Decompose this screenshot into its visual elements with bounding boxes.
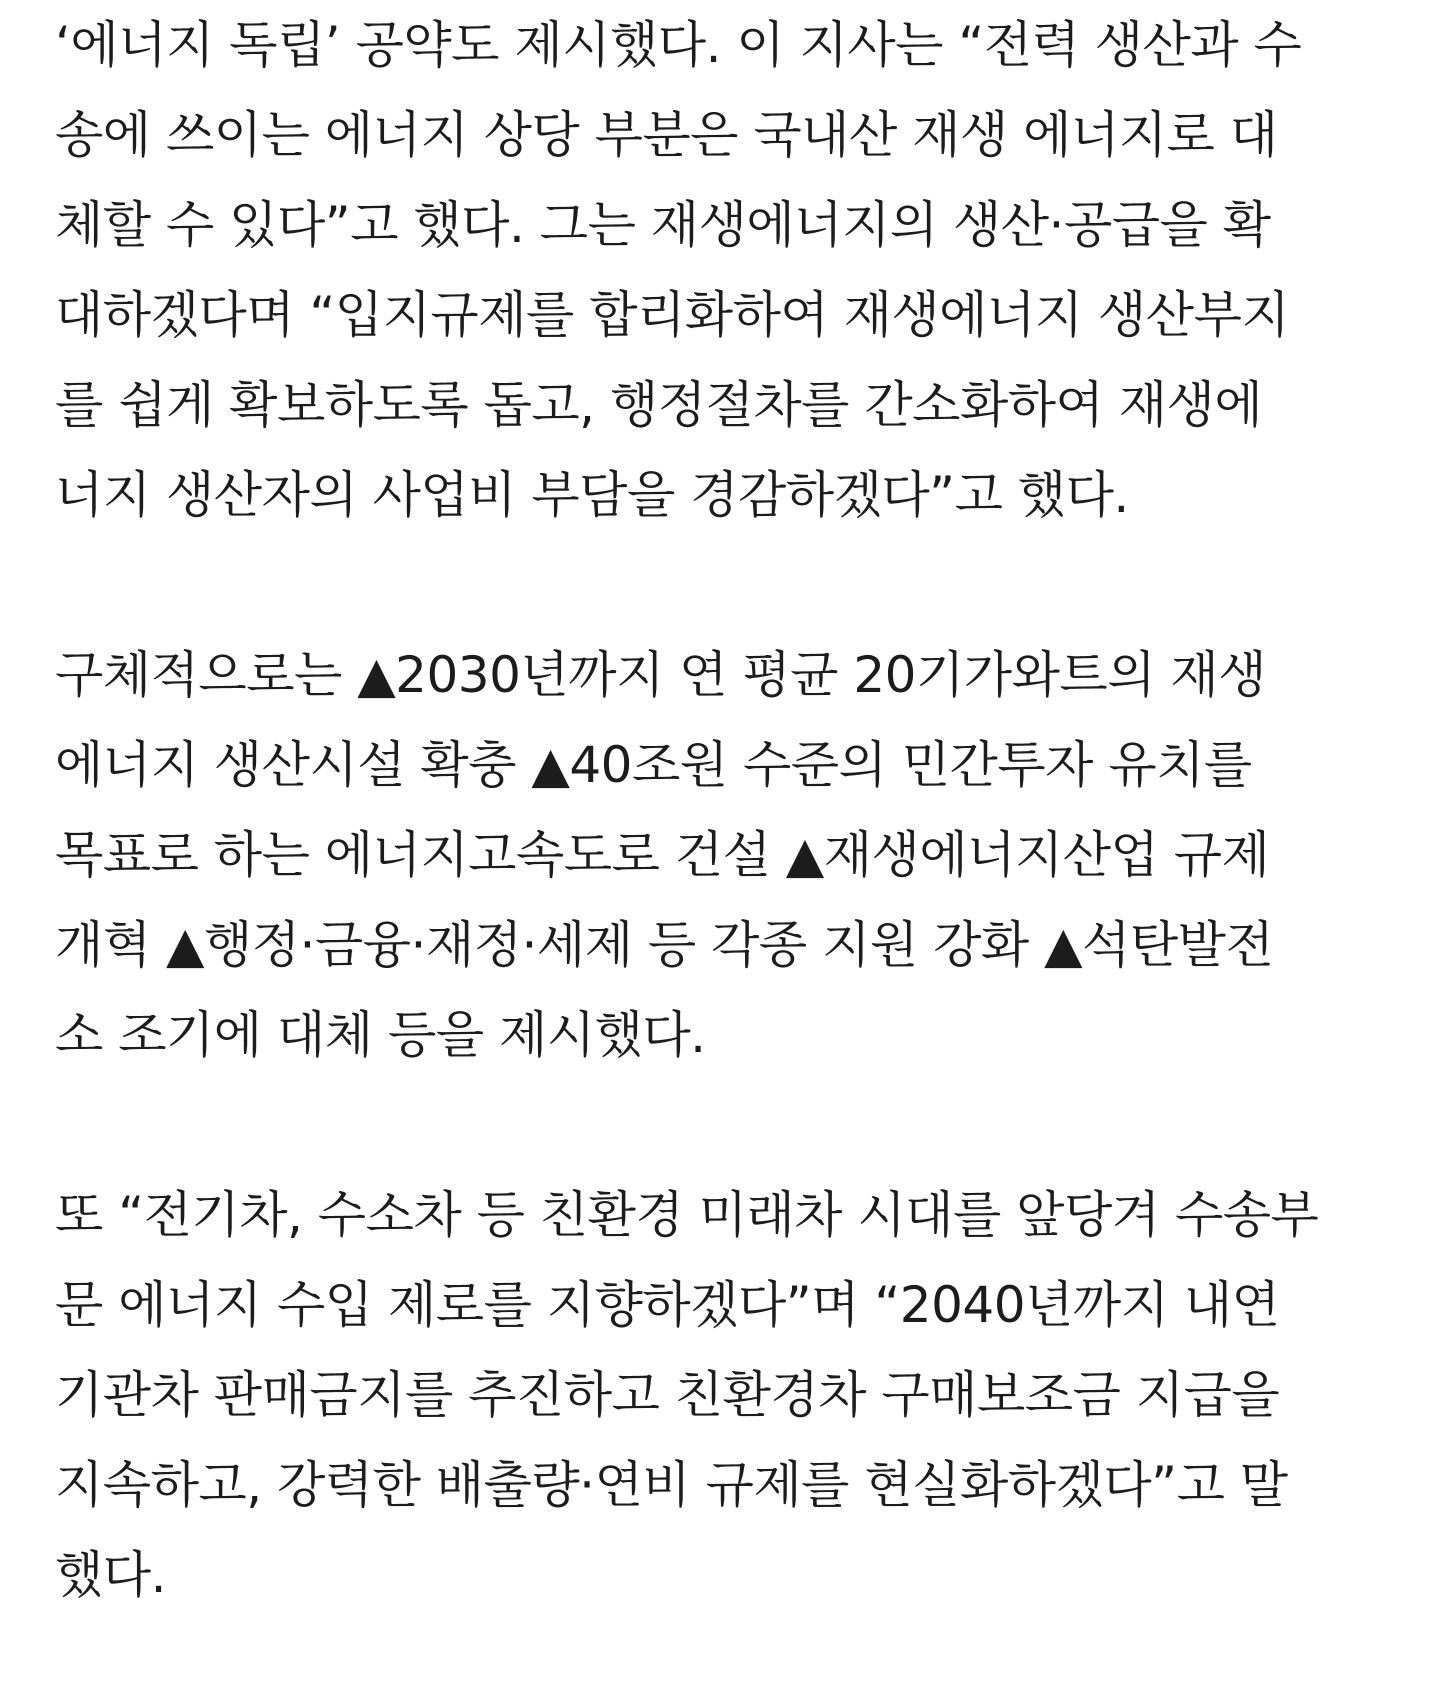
article-body xyxy=(55,0,1395,1620)
article-paragraph-3 xyxy=(55,1170,1395,1620)
text-line: 구체적으로는 ▲2030년까지 연 평균 20기가와트의 재생 xyxy=(55,646,1266,704)
text-line: 대하겠다며 “입지규제를 합리화하여 재생에너지 생산부지 xyxy=(55,286,1290,344)
article-paragraph-2 xyxy=(55,630,1395,1080)
text-line: 했다. xyxy=(55,1546,166,1604)
text-line: 개혁 ▲행정·금융·재정·세제 등 각종 지원 강화 ▲석탄발전 xyxy=(55,916,1274,974)
text-line: 너지 생산자의 사업비 부담을 경감하겠다”고 했다. xyxy=(55,466,1129,524)
text-line: 소 조기에 대체 등을 제시했다. xyxy=(55,1006,706,1064)
text-line: ‘에너지 독립’ 공약도 제시했다. 이 지사는 “전력 생산과 수 xyxy=(55,16,1302,74)
text-line: 지속하고, 강력한 배출량·연비 규제를 현실화하겠다”고 말 xyxy=(55,1456,1288,1514)
text-line: 문 에너지 수입 제로를 지향하겠다”며 “2040년까지 내연 xyxy=(55,1276,1280,1334)
paragraph-spacing xyxy=(55,540,1395,630)
text-line: 를 쉽게 확보하도록 돕고, 행정절차를 간소화하여 재생에 xyxy=(55,376,1263,434)
text-line: 목표로 하는 에너지고속도로 건설 ▲재생에너지산업 규제 xyxy=(55,826,1270,884)
text-line: 체할 수 있다”고 했다. 그는 재생에너지의 생산·공급을 확 xyxy=(55,196,1271,254)
text-line: 에너지 생산시설 확충 ▲40조원 수준의 민간투자 유치를 xyxy=(55,736,1252,794)
paragraph-spacing xyxy=(55,1080,1395,1170)
text-line: 기관차 판매금지를 추진하고 친환경차 구매보조금 지급을 xyxy=(55,1366,1280,1424)
article-paragraph-1 xyxy=(55,0,1395,540)
text-line: 또 “전기차, 수소차 등 친환경 미래차 시대를 앞당겨 수송부 xyxy=(55,1186,1319,1244)
text-line: 송에 쓰이는 에너지 상당 부분은 국내산 재생 에너지로 대 xyxy=(55,106,1278,164)
